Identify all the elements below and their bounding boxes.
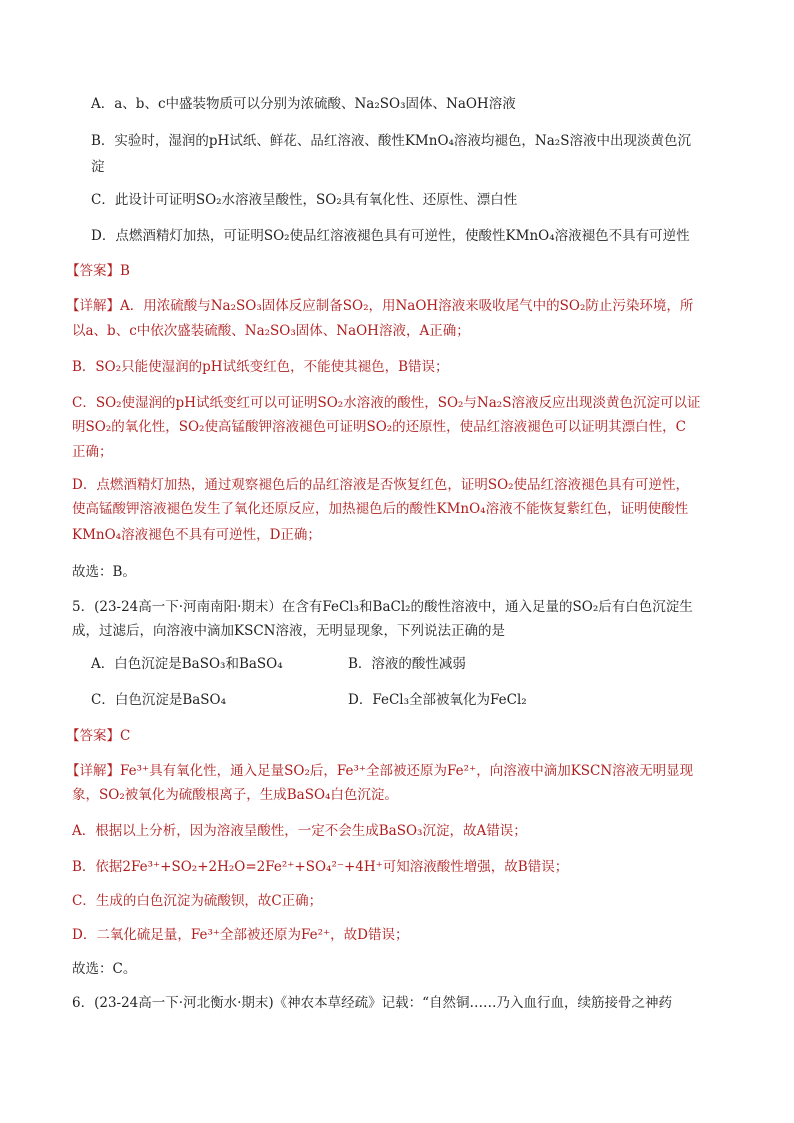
conclusion-5: 故选：C。 — [72, 961, 137, 977]
explanation-5-line1: 【详解】Fe³⁺具有氧化性，通入足量SO₂后，Fe³⁺全部被还原为Fe²⁺，向溶液中滴加KSCN溶液无明显现 — [66, 763, 694, 779]
explanation-5-line6: D．二氧化硫足量，Fe³⁺全部被还原为Fe²⁺，故D错误； — [72, 927, 409, 943]
explanation-4-line5: 明SO₂的氧化性，SO₂使高锰酸钾溶液褪色可证明SO₂的还原性，使品红溶液褪色可以证明其漂白性，C — [72, 419, 687, 435]
explanation-4-line1: 【详解】A．用浓硫酸与Na₂SO₃固体反应制备SO₂，用NaOH溶液来吸收尾气中的SO₂防止污染环境，所 — [66, 298, 694, 314]
question-5-stem-line1: 5．(23-24高一下·河南南阳·期末）在含有FeCl₃和BaCl₂的酸性溶液中，通入足量的SO₂后有白色沉淀生 — [72, 599, 693, 615]
explanation-4-line3: B．SO₂只能使湿润的pH试纸变红色，不能使其褪色，B错误； — [72, 359, 449, 375]
question-5-option-d: D．FeCl₃全部被氧化为FeCl₂ — [348, 692, 527, 708]
option-a-prev: A．a、b、c中盛装物质可以分别为浓硫酸、Na₂SO₃固体、NaOH溶液 — [91, 96, 516, 112]
question-6-stem-line1: 6．(23-24高一下·河北衡水·期末)《神农本草经疏》记载：“自然铜……乃入血行血，续筋接骨之神药 — [72, 995, 673, 1011]
explanation-5-line5: C．生成的白色沉淀为硫酸钡，故C正确； — [72, 893, 323, 909]
explanation-4-line8: 使高锰酸钾溶液褪色发生了氧化还原反应，加热褪色后的酸性KMnO₄溶液不能恢复紫红色，证明使酸性 — [72, 501, 689, 517]
option-d-prev: D．点燃酒精灯加热，可证明SO₂使品红溶液褪色具有可逆性，使酸性KMnO₄溶液褪色不具有可逆性 — [91, 228, 690, 244]
question-5-option-a: A．白色沉淀是BaSO₃和BaSO₄ — [91, 656, 283, 672]
explanation-5-line2: 象，SO₂被氧化为硫酸根离子，生成BaSO₄白色沉淀。 — [72, 787, 398, 803]
option-b-prev-line2: 淀 — [91, 159, 105, 175]
explanation-4-line2: 以a、b、c中依次盛装硫酸、Na₂SO₃固体、NaOH溶液，A正确； — [72, 323, 470, 339]
option-c-prev: C．此设计可证明SO₂水溶液呈酸性，SO₂具有氧化性、还原性、漂白性 — [91, 192, 518, 208]
explanation-5-line4: B．依据2Fe³⁺+SO₂+2H₂O=2Fe²⁺+SO₄²⁻+4H⁺可知溶液酸性增强，故B错误； — [72, 859, 569, 875]
explanation-4-line4: C．SO₂使湿润的pH试纸变红可以可证明SO₂水溶液的酸性，SO₂与Na₂S溶液反应出现淡黄色沉淀可以证 — [72, 395, 701, 411]
answer-label-4: 【答案】B — [66, 263, 130, 279]
question-5-option-c: C．白色沉淀是BaSO₄ — [91, 692, 227, 708]
option-b-prev-line1: B．实验时，湿润的pH试纸、鲜花、品红溶液、酸性KMnO₄溶液均褪色，Na₂S溶液中出现淡黄色沉 — [91, 133, 691, 149]
explanation-4-line6: 正确； — [72, 444, 113, 460]
explanation-4-line7: D．点燃酒精灯加热，通过观察褪色后的品红溶液是否恢复红色，证明SO₂使品红溶液褪色具有可逆性， — [72, 477, 690, 493]
conclusion-4: 故选：B。 — [72, 564, 136, 580]
question-5-option-b: B．溶液的酸性减弱 — [348, 656, 466, 672]
answer-label-5: 【答案】C — [66, 728, 131, 744]
question-5-stem-line2: 成，过滤后，向溶液中滴加KSCN溶液，无明显现象，下列说法正确的是 — [72, 623, 505, 639]
explanation-5-line3: A．根据以上分析，因为溶液呈酸性，一定不会生成BaSO₃沉淀，故A错误； — [72, 823, 527, 839]
explanation-4-line9: KMnO₄溶液褪色不具有可逆性，D正确； — [72, 527, 321, 543]
